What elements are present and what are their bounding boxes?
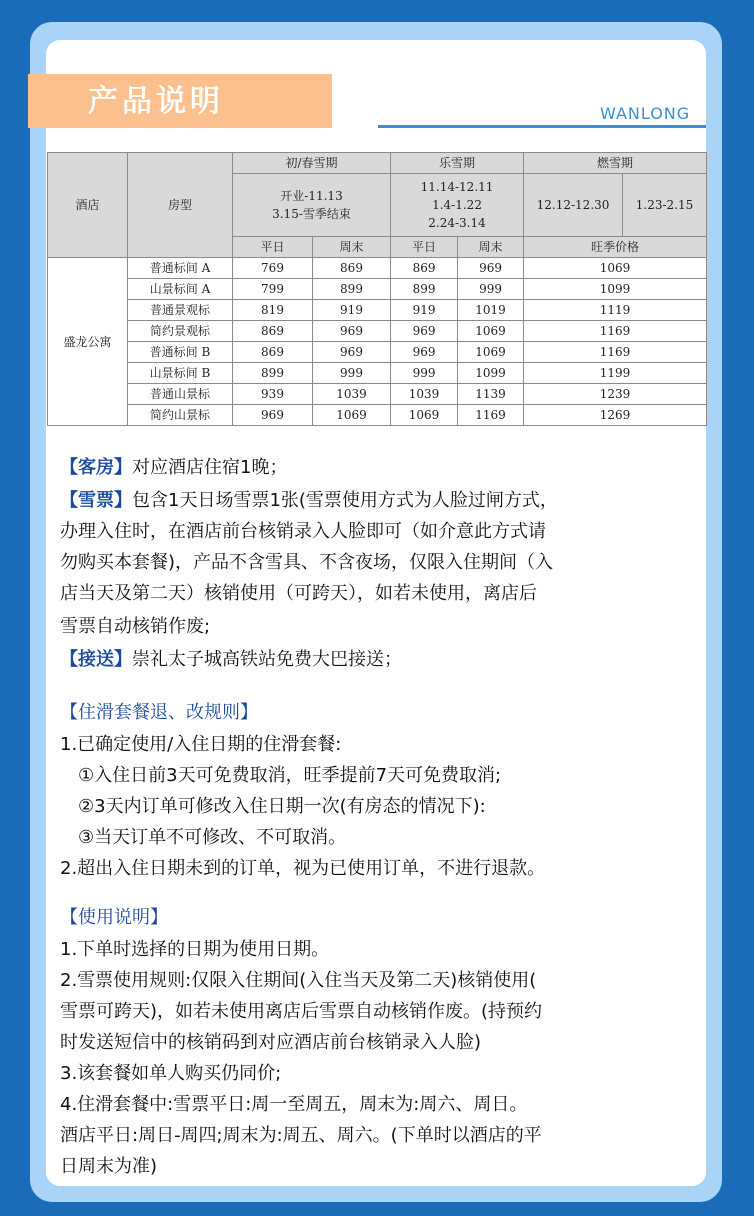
- table-row: [48, 363, 707, 384]
- room-type: 普通标间 A: [128, 258, 233, 279]
- price-cell: 1169: [458, 405, 524, 426]
- refund-rule: ①入住日前3天可免费取消，旺季提前7天可免费取消;: [78, 765, 502, 786]
- season-dates: 1.23-2.15: [623, 174, 707, 237]
- brand-divider: [378, 125, 706, 128]
- refund-section-title: 【住滑套餐退、改规则】: [60, 702, 258, 723]
- price-cell: 969: [391, 342, 458, 363]
- usage-section-title: 【使用说明】: [60, 907, 168, 928]
- usage-line: 2.雪票使用规则:仅限入住期间(入住当天及第二天)核销使用(: [60, 970, 537, 991]
- table-row: [48, 258, 707, 279]
- refund-rule: 1.已确定使用/入住日期的住滑套餐:: [60, 734, 342, 755]
- table-row: [48, 321, 707, 342]
- room-info-line: [60, 452, 287, 483]
- price-cell: 1119: [524, 300, 707, 321]
- usage-line: 时发送短信中的核销码到对应酒店前台核销录入人脸): [60, 1032, 482, 1053]
- date-range: 开业-11.13: [280, 189, 343, 203]
- sub-header: 旺季价格: [524, 237, 707, 258]
- room-text: 对应酒店住宿1晚；: [132, 457, 288, 478]
- room-type: 简约景观标: [128, 321, 233, 342]
- price-cell: 869: [391, 258, 458, 279]
- hotel-name: 盛龙公寓: [48, 258, 128, 426]
- usage-line: 日周末为准): [60, 1156, 158, 1177]
- sub-header: 周末: [458, 237, 524, 258]
- price-cell: 1039: [313, 384, 391, 405]
- season-dates: 12.12-12.30: [524, 174, 623, 237]
- price-cell: 969: [391, 321, 458, 342]
- price-cell: 869: [233, 342, 313, 363]
- date-range: 2.24-3.14: [428, 216, 486, 230]
- refund-rule: ②3天内订单可修改入住日期一次(有房态的情况下):: [78, 796, 486, 817]
- price-cell: 1069: [458, 342, 524, 363]
- room-type: 普通山景标: [128, 384, 233, 405]
- season-header: 乐雪期: [391, 153, 524, 174]
- price-cell: 899: [391, 279, 458, 300]
- usage-line: 1.下单时选择的日期为使用日期。: [60, 939, 330, 960]
- price-cell: 1169: [524, 342, 707, 363]
- ticket-text: 包含1天日场雪票1张(雪票使用方式为人脸过闸方式，: [132, 490, 558, 511]
- price-cell: 969: [313, 342, 391, 363]
- room-type: 山景标间 B: [128, 363, 233, 384]
- table-row: [48, 279, 707, 300]
- price-cell: 1239: [524, 384, 707, 405]
- ticket-tag: 【雪票】: [60, 490, 132, 511]
- price-cell: 1099: [458, 363, 524, 384]
- price-cell: 1069: [524, 258, 707, 279]
- ticket-text-line: 店当天及第二天）核销使用（可跨天），如若未使用，离店后: [60, 583, 537, 604]
- price-cell: 899: [233, 363, 313, 384]
- price-table: [47, 152, 707, 426]
- price-cell: 1169: [524, 321, 707, 342]
- room-column-header: 房型: [128, 153, 233, 258]
- season-dates: [391, 174, 524, 237]
- price-cell: 1069: [458, 321, 524, 342]
- price-cell: 1099: [524, 279, 707, 300]
- price-cell: 869: [233, 321, 313, 342]
- ticket-info-line: [60, 485, 558, 516]
- table-row: [48, 342, 707, 363]
- price-cell: 1039: [391, 384, 458, 405]
- shuttle-info-line: [60, 644, 402, 675]
- price-cell: 999: [391, 363, 458, 384]
- usage-line: 雪票可跨天)，如若未使用离店后雪票自动核销作废。(持预约: [60, 1001, 543, 1022]
- price-cell: 939: [233, 384, 313, 405]
- table-row: [48, 300, 707, 321]
- price-cell: 769: [233, 258, 313, 279]
- page-title: 产品说明: [88, 84, 224, 119]
- table-row: [48, 405, 707, 426]
- date-range: 1.4-1.22: [432, 198, 482, 212]
- refund-rule: ③当天订单不可修改、不可取消。: [78, 827, 347, 848]
- ticket-text-line: 办理入住时，在酒店前台核销录入人脸即可（如介意此方式请: [60, 521, 546, 542]
- price-cell: 819: [233, 300, 313, 321]
- date-range: 3.15-雪季结束: [272, 207, 351, 221]
- usage-line: 酒店平日:周日-周四;周末为:周五、周六。(下单时以酒店的平: [60, 1125, 542, 1146]
- price-cell: 899: [313, 279, 391, 300]
- price-cell: 869: [313, 258, 391, 279]
- room-type: 山景标间 A: [128, 279, 233, 300]
- date-range: 11.14-12.11: [420, 180, 494, 194]
- sub-header: 平日: [391, 237, 458, 258]
- price-cell: 799: [233, 279, 313, 300]
- price-cell: 1199: [524, 363, 707, 384]
- room-type: 普通标间 B: [128, 342, 233, 363]
- table-row: [48, 384, 707, 405]
- room-type: 普通景观标: [128, 300, 233, 321]
- ticket-text-line: 雪票自动核销作废;: [60, 616, 211, 637]
- sub-header: 平日: [233, 237, 313, 258]
- price-cell: 1069: [391, 405, 458, 426]
- price-cell: 969: [233, 405, 313, 426]
- usage-line: 4.住滑套餐中:雪票平日:周一至周五，周末为:周六、周日。: [60, 1094, 528, 1115]
- shuttle-tag: 【接送】: [60, 649, 132, 670]
- price-cell: 1019: [458, 300, 524, 321]
- price-cell: 969: [313, 321, 391, 342]
- sub-header: 周末: [313, 237, 391, 258]
- room-type: 简约山景标: [128, 405, 233, 426]
- price-cell: 919: [313, 300, 391, 321]
- price-cell: 1139: [458, 384, 524, 405]
- price-cell: 969: [458, 258, 524, 279]
- price-cell: 999: [313, 363, 391, 384]
- price-cell: 1069: [313, 405, 391, 426]
- season-header: 初/春雪期: [233, 153, 391, 174]
- hotel-column-header: 酒店: [48, 153, 128, 258]
- price-cell: 919: [391, 300, 458, 321]
- usage-line: 3.该套餐如单人购买仍同价;: [60, 1063, 282, 1084]
- brand-label: WANLONG: [600, 104, 691, 123]
- season-header: 燃雪期: [524, 153, 707, 174]
- room-tag: 【客房】: [60, 457, 132, 478]
- price-cell: 999: [458, 279, 524, 300]
- refund-rule: 2.超出入住日期未到的订单，视为已使用订单，不进行退款。: [60, 858, 546, 879]
- season-dates: [233, 174, 391, 237]
- shuttle-text: 崇礼太子城高铁站免费大巴接送；: [132, 649, 402, 670]
- ticket-text-line: 勿购买本套餐)，产品不含雪具、不含夜场，仅限入住期间（入: [60, 552, 554, 573]
- price-cell: 1269: [524, 405, 707, 426]
